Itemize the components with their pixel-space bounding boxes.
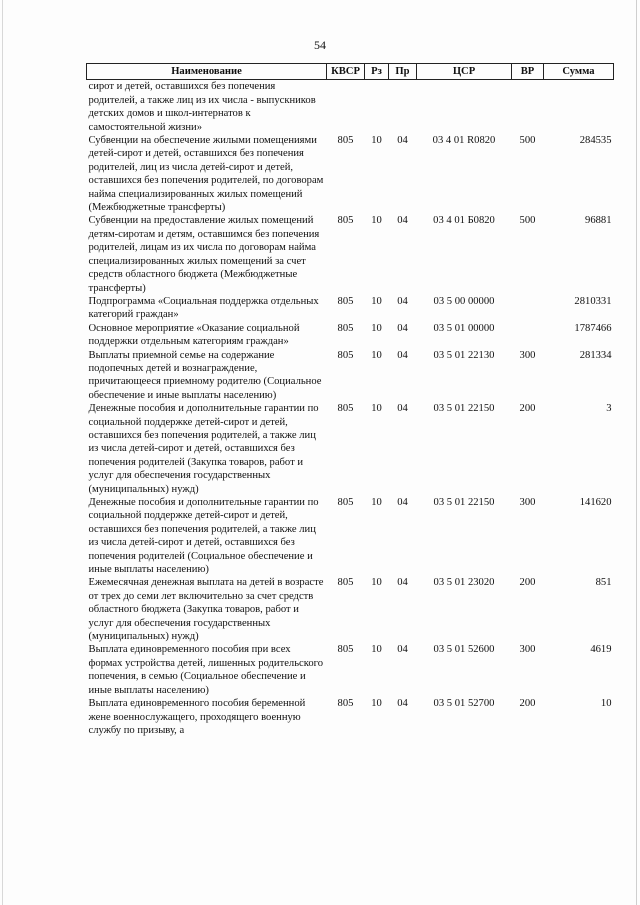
cell-sum: 851 [595,577,612,589]
header-kvsr: КВСР [327,64,365,80]
cell-name: Денежные пособия и дополнительные гарантии по социальной поддержке детей-сирот и детей, оставшихся без попечения родителей, а также лиц из числа детей-сирот и детей, оставшихся без попечения родителей (Закупка товаров, работ и услуг для обеспечения государственных (муниципальных) нужд) [88,403,319,495]
table-row [87,402,614,496]
cell-vr [512,80,544,134]
cell-kvsr: 805 [337,215,354,227]
cell-kvsr: 805 [337,644,354,656]
cell-rz: 10 [371,215,382,227]
cell-vr: 300 [519,644,536,656]
cell-name: Выплаты приемной семье на содержание подопечных детей и вознаграждение, причитающееся приемному родителю (Социальное обеспечение и иные выплаты населению) [88,349,322,401]
cell-pr: 04 [397,349,408,361]
cell-vr: 500 [519,215,536,227]
cell-vr [512,322,544,349]
cell-vr: 200 [519,577,536,589]
table-row [87,134,614,214]
cell-name: Субвенции на обеспечение жилыми помещениями детей-сирот и детей, оставшихся без попечения родителей, лиц из числа детей-сирот и детей, оставшихся без попечения родителей, по договорам найма специализированных жилых помещений (Межбюджетные трансферты) [88,135,324,214]
table-row [87,643,614,697]
header-csr: ЦСР [417,64,512,80]
cell-pr: 04 [397,135,408,147]
cell-name: Основное мероприятие «Оказание социальной поддержки отдельным категориям граждан» [88,322,300,348]
cell-sum [544,80,614,134]
cell-csr: 03 5 01 22150 [433,403,495,415]
cell-pr: 04 [397,497,408,508]
table-row [87,349,614,403]
cell-kvsr: 805 [337,577,354,589]
cell-sum: 96881 [585,215,612,227]
scan-edge-right [636,0,637,905]
header-vr: ВР [512,64,544,80]
cell-pr: 04 [397,295,408,307]
cell-rz: 10 [371,644,382,656]
cell-kvsr: 805 [337,295,354,307]
cell-name: Ежемесячная денежная выплата на детей в возрасте от трех до семи лет включительно за счет средств областного бюджета (Закупка товаров, работ и услуг для обеспечения государственных (муниципальных) нужд) [88,577,324,643]
cell-rz: 10 [371,135,382,147]
table-row [87,80,614,134]
cell-sum: 1787466 [574,322,612,334]
cell-pr: 04 [397,322,408,334]
cell-rz: 10 [371,698,382,710]
cell-sum: 2810331 [574,295,612,307]
cell-vr: 500 [519,135,536,147]
table-row [87,697,614,737]
header-rz: Рз [365,64,389,80]
header-pr: Пр [389,64,417,80]
cell-sum: 284535 [579,135,612,147]
cell-rz [365,80,389,134]
cell-sum: 281334 [579,349,612,361]
cell-kvsr: 805 [337,135,354,147]
cell-kvsr: 805 [337,349,354,361]
cell-csr [417,80,512,134]
cell-vr: 300 [519,497,536,508]
cell-pr [389,80,417,134]
page-number: 54 [314,38,326,52]
cell-sum: 4619 [590,644,612,656]
cell-pr: 04 [397,215,408,227]
cell-csr: 03 5 00 00000 [433,295,495,307]
cell-pr: 04 [397,577,408,589]
cell-pr: 04 [397,698,408,710]
cell-vr [512,295,544,322]
cell-name: Подпрограмма «Социальная поддержка отдельных категорий граждан» [88,295,319,321]
cell-name: Выплата единовременного пособия беременной жене военнослужащего, проходящего военную службу по призыву, а [88,698,306,736]
cell-kvsr: 805 [337,403,354,415]
table-row [87,496,614,576]
cell-kvsr: 805 [337,497,354,508]
cell-name: Денежные пособия и дополнительные гарантии по социальной поддержке детей-сирот и детей, оставшихся без попечения родителей, а также лиц из числа детей-сирот и детей, оставшихся без попечения родителей (Социальное обеспечение и иные выплаты населению) [88,497,319,576]
cell-csr: 03 5 01 22150 [433,497,495,508]
cell-rz: 10 [371,403,382,415]
cell-pr: 04 [397,403,408,415]
cell-vr: 200 [519,698,536,710]
cell-vr: 300 [519,349,536,361]
cell-name: сирот и детей, оставшихся без попечения родителей, а также лиц из их числа - выпускников детских домов и школ-интернатов к самостоятельной жизни» [88,81,316,133]
scan-edge-left [2,0,3,905]
cell-sum: 141620 [579,497,612,508]
cell-name: Субвенции на предоставление жилых помещений детям-сиротам и детям, оставшимся без попечения родителей, лицам из их числа по договорам найма специализированных жилых помещений за счет средств областного бюджета (Межбюджетные трансферты) [88,215,320,294]
table-row [87,214,614,294]
budget-table [86,63,614,737]
cell-rz: 10 [371,497,382,508]
table-header-row [87,64,614,80]
cell-vr: 200 [519,403,536,415]
cell-csr: 03 5 01 52600 [433,644,495,656]
cell-sum: 3 [606,403,612,415]
table-row [87,295,614,322]
cell-rz: 10 [371,295,382,307]
table-row [87,576,614,643]
cell-name: Выплата единовременного пособия при всех формах устройства детей, лишенных родительского попечения, в семью (Социальное обеспечение и иные выплаты населению) [88,644,324,696]
cell-kvsr: 805 [337,322,354,334]
cell-csr: 03 4 01 Б0820 [433,215,495,227]
cell-csr: 03 5 01 00000 [433,322,495,334]
cell-csr: 03 5 01 23020 [433,577,495,589]
cell-kvsr: 805 [337,698,354,710]
header-name: Наименование [87,64,327,80]
cell-pr: 04 [397,644,408,656]
header-sum: Сумма [544,64,614,80]
cell-csr: 03 4 01 R0820 [432,135,496,147]
cell-sum: 10 [600,698,612,710]
cell-csr: 03 5 01 22130 [433,349,495,361]
cell-rz: 10 [371,577,382,589]
cell-rz: 10 [371,322,382,334]
cell-csr: 03 5 01 52700 [433,698,495,710]
table-row [87,322,614,349]
cell-kvsr [327,80,365,134]
cell-rz: 10 [371,349,382,361]
